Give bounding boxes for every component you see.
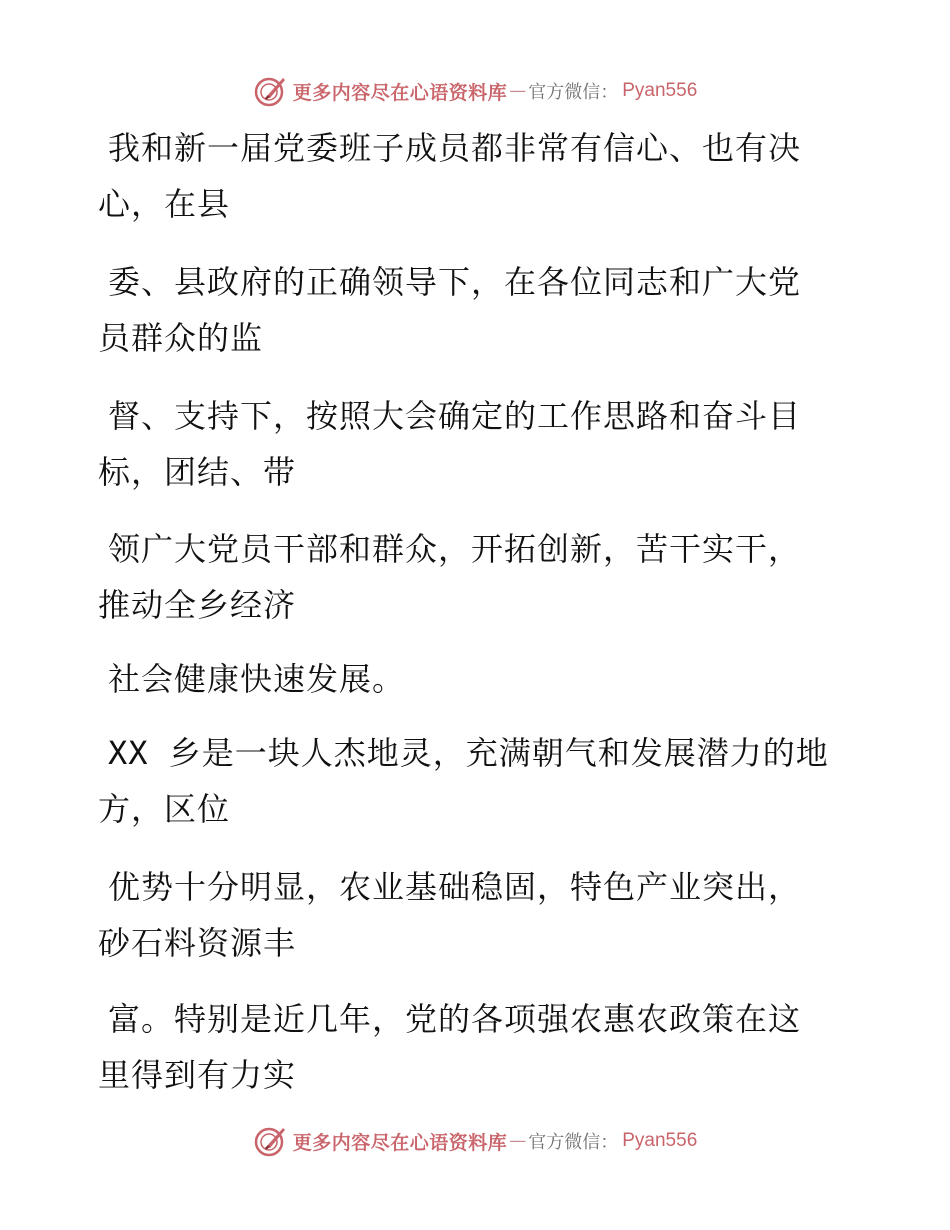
wechat-id: Pyan556 <box>622 1130 698 1151</box>
quill-pen-logo-icon <box>253 1124 287 1158</box>
header-banner <box>0 71 950 111</box>
body-line: 我和新一届党委班子成员都非常有信心、也有决 <box>108 129 802 167</box>
body-line: 方，区位 <box>98 790 231 828</box>
body-line: XX 乡是一块人杰地灵，充满朝气和发展潜力的地 <box>108 734 829 772</box>
body-line: 员群众的监 <box>98 319 264 357</box>
body-line: 推动全乡经济 <box>98 586 297 624</box>
banner-dash: — <box>509 1131 527 1151</box>
banner-title: 更多内容尽在心语资料库 <box>292 1131 508 1154</box>
body-line: 领广大党员干部和群众，开拓创新，苦干实干， <box>108 530 802 568</box>
body-line: 砂石料资源丰 <box>98 924 297 962</box>
footer-banner <box>0 1121 950 1161</box>
body-line: 督、支持下，按照大会确定的工作思路和奋斗目 <box>108 397 802 435</box>
body-line: 里得到有力实 <box>98 1056 297 1094</box>
wechat-id: Pyan556 <box>622 80 698 101</box>
body-line: 社会健康快速发展。 <box>108 660 406 698</box>
wechat-label: 官方微信： <box>528 82 619 103</box>
body-line: 委、县政府的正确领导下，在各位同志和广大党 <box>108 263 802 301</box>
body-line: 优势十分明显，农业基础稳固，特色产业突出， <box>108 868 802 906</box>
quill-pen-logo-icon <box>253 74 287 108</box>
banner-title: 更多内容尽在心语资料库 <box>292 81 508 104</box>
body-line: 心，在县 <box>98 185 231 223</box>
body-line: 富。特别是近几年，党的各项强农惠农政策在这 <box>108 1000 802 1038</box>
banner-dash: — <box>509 81 527 101</box>
body-line: 标，团结、带 <box>98 453 297 491</box>
wechat-label: 官方微信： <box>528 1132 619 1153</box>
